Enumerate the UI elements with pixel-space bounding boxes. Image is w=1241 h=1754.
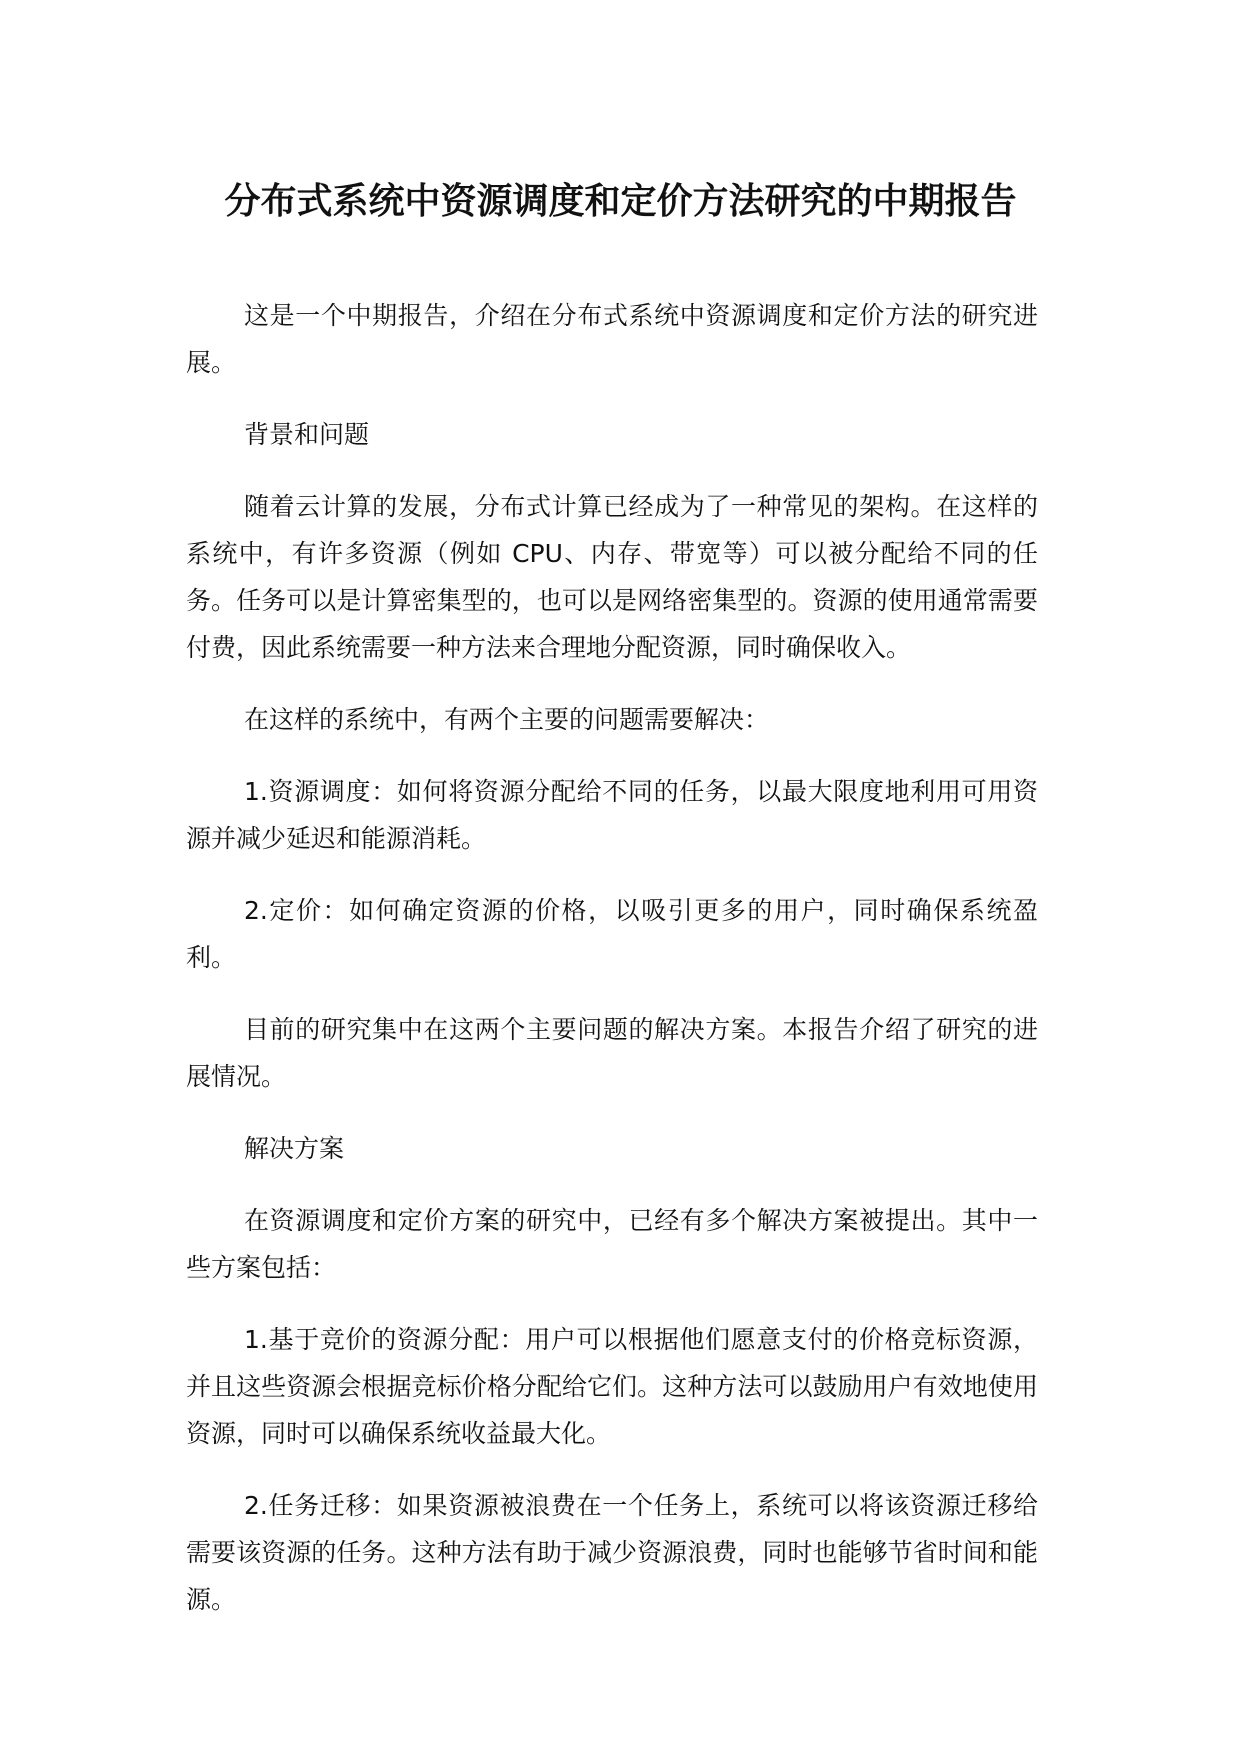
problem-item-1: 1.资源调度：如何将资源分配给不同的任务，以最大限度地利用可用资源并减少延迟和能源消耗。 — [186, 777, 1038, 853]
solution-item-1: 1.基于竞价的资源分配：用户可以根据他们愿意支付的价格竞标资源，并且这些资源会根据竞标价格分配给它们。这种方法可以鼓励用户有效地使用资源，同时可以确保系统收益最大化。 — [186, 1325, 1038, 1448]
background-heading: 背景和问题 — [244, 420, 370, 449]
problem-item-2: 2.定价：如何确定资源的价格，以吸引更多的用户，同时确保系统盈利。 — [186, 896, 1038, 972]
background-paragraph-1: 随着云计算的发展，分布式计算已经成为了一种常见的架构。在这样的系统中，有许多资源（例如 CPU、内存、带宽等）可以被分配给不同的任务。任务可以是计算密集型的，也可以是网络密集型的。资源的使用通常需要付费，因此系统需要一种方法来合理地分配资源，同时确保收入。 — [186, 492, 1038, 662]
solutions-paragraph-1: 在资源调度和定价方案的研究中，已经有多个解决方案被提出。其中一些方案包括： — [186, 1206, 1038, 1282]
background-paragraph-3: 目前的研究集中在这两个主要问题的解决方案。本报告介绍了研究的进展情况。 — [186, 1015, 1038, 1091]
solution-item-2: 2.任务迁移：如果资源被浪费在一个任务上，系统可以将该资源迁移给需要该资源的任务。这种方法有助于减少资源浪费，同时也能够节省时间和能源。 — [186, 1491, 1038, 1614]
background-paragraph-2: 在这样的系统中，有两个主要的问题需要解决： — [244, 705, 770, 734]
document-body — [186, 292, 1038, 1648]
solutions-heading: 解决方案 — [244, 1134, 345, 1163]
intro-paragraph: 这是一个中期报告，介绍在分布式系统中资源调度和定价方法的研究进展。 — [186, 301, 1038, 377]
document-title: 分布式系统中资源调度和定价方法研究的中期报告 — [224, 181, 1017, 222]
